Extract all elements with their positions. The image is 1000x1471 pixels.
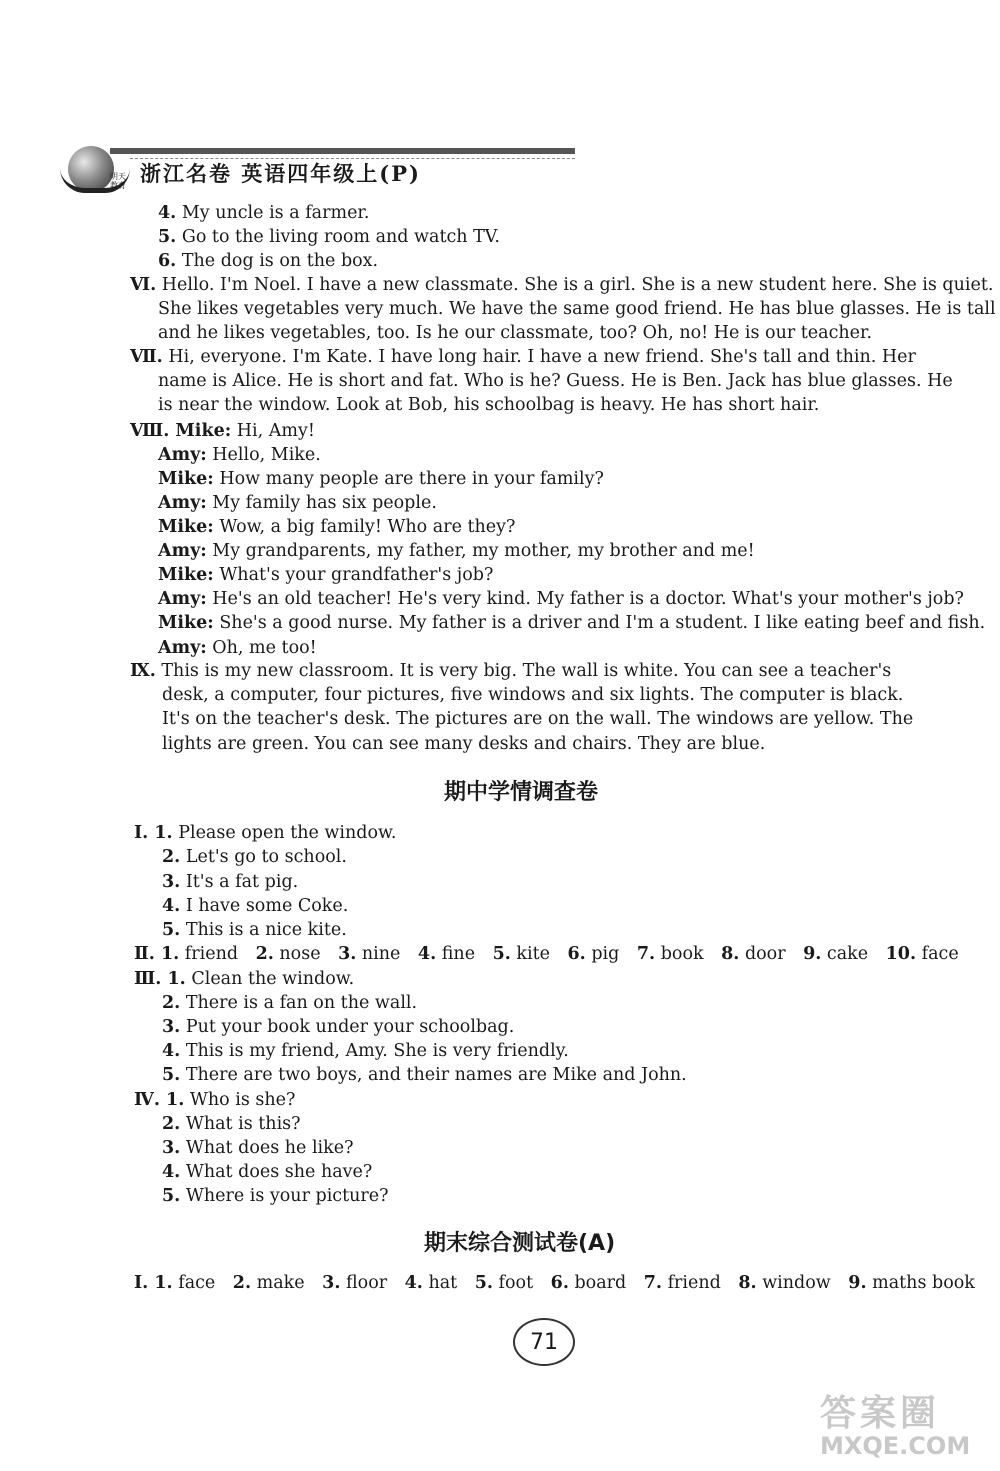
speaker-label: Mike: (169, 421, 232, 441)
answer-text: Hi, Amy! (231, 421, 315, 441)
answer-line (162, 1137, 354, 1159)
answer-text: The dog is on the box. (176, 251, 379, 271)
speaker-label: Amy: (158, 638, 207, 658)
answer-line (162, 1161, 372, 1183)
answer-line (134, 1089, 295, 1111)
word-answer: face (916, 944, 959, 964)
answer-text: Clean the window. (185, 969, 355, 989)
item-number: Ⅷ. (130, 421, 170, 441)
word-answer: book (655, 944, 722, 964)
answer-line (158, 202, 369, 224)
item-number: 8. (738, 1273, 757, 1293)
answer-line (158, 250, 378, 272)
item-number: 4. (162, 1041, 181, 1061)
book-title: 浙江名卷 英语四年级上(P) (140, 161, 421, 186)
answer-text: My uncle is a farmer. (176, 203, 370, 223)
answer-text: This is my friend, Amy. She is very friendly. (180, 1041, 569, 1061)
word-answer: hat (422, 1273, 475, 1293)
answer-text: Put your book under your schoolbag. (180, 1017, 515, 1037)
answer-text: It's a fat pig. (180, 872, 299, 892)
speaker-label: Mike: (158, 565, 214, 585)
answer-line (162, 895, 348, 917)
answer-text: My grandparents, my father, my mother, my brother and me! (206, 541, 755, 561)
item-number: 7. (643, 1273, 663, 1293)
word-answer: kite (510, 944, 568, 964)
page-number: 71 (513, 1318, 575, 1366)
answer-text: Who is she? (184, 1090, 296, 1110)
answer-line (158, 394, 819, 416)
word-answer: nine (356, 944, 418, 964)
word-answer: cake (821, 944, 886, 964)
section-title-final-a: 期末综合测试卷(A) (424, 1231, 616, 1256)
section-title-midterm: 期中学情调查卷 (444, 780, 599, 805)
answer-text: Oh, me too! (206, 638, 317, 658)
section-numeral: Ⅰ. (134, 1273, 155, 1293)
answer-text: Hello, Mike. (206, 445, 321, 465)
answer-text: is near the window. Look at Bob, his schoolbag is heavy. He has short hair. (158, 395, 820, 415)
publisher-mark: 明天教育 (110, 172, 126, 190)
word-answer: nose (273, 944, 339, 964)
answer-text: There are two boys, and their names are Mike and John. (180, 1065, 687, 1085)
word-answer: make (251, 1273, 323, 1293)
item-number: 1. (154, 1273, 173, 1293)
answer-line (158, 564, 493, 586)
item-number: Ⅸ. (130, 661, 156, 681)
item-number: 10. (885, 944, 917, 964)
answer-line (162, 708, 913, 730)
answer-text: lights are green. You can see many desks and chairs. They are blue. (162, 734, 766, 754)
item-number: 3. (322, 1273, 341, 1293)
item-number: 2. (162, 993, 181, 1013)
item-number: 5. (474, 1273, 493, 1293)
answer-text: What does he like? (180, 1138, 354, 1158)
speaker-label: Amy: (158, 589, 207, 609)
answer-text: She likes vegetables very much. We have the same good friend. He has blue glasses. He is tall (158, 299, 996, 319)
answer-line (162, 1113, 301, 1135)
answer-text: Wow, a big family! Who are they? (213, 517, 516, 537)
answer-line (130, 420, 315, 442)
answer-line (162, 919, 347, 941)
answer-line (158, 540, 755, 562)
answer-text: Let's go to school. (180, 847, 347, 867)
answer-text: She's a good nurse. My father is a driver and I'm a student. I like eating beef and fish. (213, 613, 986, 633)
word-answer: pig (585, 944, 637, 964)
item-number: 1. (160, 944, 180, 964)
item-number: 4. (404, 1273, 423, 1293)
item-number: 7. (636, 944, 656, 964)
answer-text: What does she have? (180, 1162, 373, 1182)
answer-text: name is Alice. He is short and fat. Who is he? Guess. He is Ben. Jack has blue glasses. He (158, 371, 953, 391)
section-numeral: Ⅱ. (134, 944, 161, 964)
word-answer: door (739, 944, 804, 964)
page-header (60, 138, 580, 194)
answer-line (158, 516, 515, 538)
answer-line (158, 370, 953, 392)
item-number: Ⅵ. (130, 275, 157, 295)
answer-line (162, 1040, 569, 1062)
speaker-label: Amy: (158, 541, 207, 561)
answer-text: What's your grandfather's job? (213, 565, 494, 585)
answer-line (162, 733, 765, 755)
item-number: 2. (255, 944, 274, 964)
speaker-label: Mike: (158, 517, 214, 537)
item-number: 9. (803, 944, 822, 964)
answer-line (162, 1185, 389, 1207)
item-number: 8. (721, 944, 740, 964)
answer-line (158, 444, 321, 466)
speaker-label: Amy: (158, 445, 207, 465)
item-number: Ⅲ. 1. (134, 969, 186, 989)
item-number: 3. (162, 1017, 181, 1037)
answer-line (134, 968, 354, 990)
item-number: Ⅳ. 1. (134, 1090, 185, 1110)
header-rule (110, 148, 575, 154)
item-number: 4. (158, 203, 177, 223)
item-number: 2. (162, 1114, 181, 1134)
answer-line (162, 846, 347, 868)
answer-text: How many people are there in your family? (213, 469, 604, 489)
answer-text: What is this? (180, 1114, 301, 1134)
answer-line (162, 992, 417, 1014)
item-number: 5. (162, 1065, 181, 1085)
item-number: 3. (162, 872, 181, 892)
answer-text: I have some Coke. (180, 896, 349, 916)
answer-text: It's on the teacher's desk. The pictures are on the wall. The windows are yellow. The (162, 709, 914, 729)
answer-line (158, 322, 872, 344)
item-number: 5. (492, 944, 511, 964)
answer-line (158, 588, 964, 610)
speaker-label: Mike: (158, 613, 214, 633)
answer-text: Hello. I'm Noel. I have a new classmate. She is a girl. She is a new student here. She is quiet. (156, 275, 994, 295)
answer-line (162, 684, 903, 706)
item-number: Ⅰ. 1. (134, 823, 173, 843)
word-answer: foot (492, 1273, 551, 1293)
speaker-label: Mike: (158, 469, 214, 489)
answer-line (162, 1064, 687, 1086)
answer-line (134, 822, 396, 844)
answer-line (158, 637, 317, 659)
word-answer: window (756, 1273, 849, 1293)
answer-line (130, 660, 891, 682)
answer-text: This is a nice kite. (180, 920, 347, 940)
word-answer: floor (340, 1273, 405, 1293)
item-number: Ⅶ. (130, 347, 163, 367)
answer-text: My family has six people. (206, 493, 437, 513)
item-number: 2. (232, 1273, 252, 1293)
watermark-cn: 答案圈 (820, 1393, 941, 1434)
item-number: 5. (158, 227, 177, 247)
item-number: 4. (162, 896, 181, 916)
word-answer: maths book (866, 1273, 975, 1293)
speaker-label: Amy: (158, 493, 207, 513)
answer-text: Go to the living room and watch TV. (176, 227, 500, 247)
item-number: 3. (162, 1138, 181, 1158)
word-answer-row (134, 1272, 975, 1294)
word-answer: friend (179, 944, 256, 964)
item-number: 6. (567, 944, 586, 964)
word-answer: friend (662, 1273, 739, 1293)
answer-text: He's an old teacher! He's very kind. My father is a doctor. What's your mother's job? (206, 589, 964, 609)
answer-line (130, 274, 993, 296)
item-number: 5. (162, 1186, 181, 1206)
answer-text: Where is your picture? (180, 1186, 389, 1206)
word-answer-row (134, 943, 959, 965)
answer-text: desk, a computer, four pictures, five windows and six lights. The computer is black. (162, 685, 904, 705)
word-answer: board (568, 1273, 644, 1293)
watermark (820, 1385, 990, 1465)
answer-line (158, 298, 996, 320)
word-answer: face (172, 1273, 233, 1293)
answer-text: Please open the window. (172, 823, 397, 843)
answer-text: This is my new classroom. It is very big. The wall is white. You can see a teacher's (155, 661, 892, 681)
item-number: 5. (162, 920, 181, 940)
item-number: 4. (162, 1162, 181, 1182)
watermark-en: MXQE.COM (820, 1432, 971, 1460)
answer-line (158, 492, 437, 514)
item-number: 3. (338, 944, 357, 964)
item-number: 4. (417, 944, 437, 964)
answer-text: There is a fan on the wall. (180, 993, 418, 1013)
answer-line (130, 346, 916, 368)
answer-line (158, 612, 985, 634)
item-number: 2. (162, 847, 181, 867)
item-number: 6. (158, 251, 177, 271)
answer-line (158, 468, 604, 490)
answer-text: Hi, everyone. I'm Kate. I have long hair. I have a new friend. She's tall and thin. Her (162, 347, 916, 367)
answer-line (162, 1016, 514, 1038)
word-answer: fine (436, 944, 493, 964)
item-number: 9. (848, 1273, 867, 1293)
answer-line (162, 871, 298, 893)
item-number: 6. (550, 1273, 569, 1293)
answer-line (158, 226, 500, 248)
answer-text: and he likes vegetables, too. Is he our classmate, too? Oh, no! He is our teacher. (158, 323, 873, 343)
